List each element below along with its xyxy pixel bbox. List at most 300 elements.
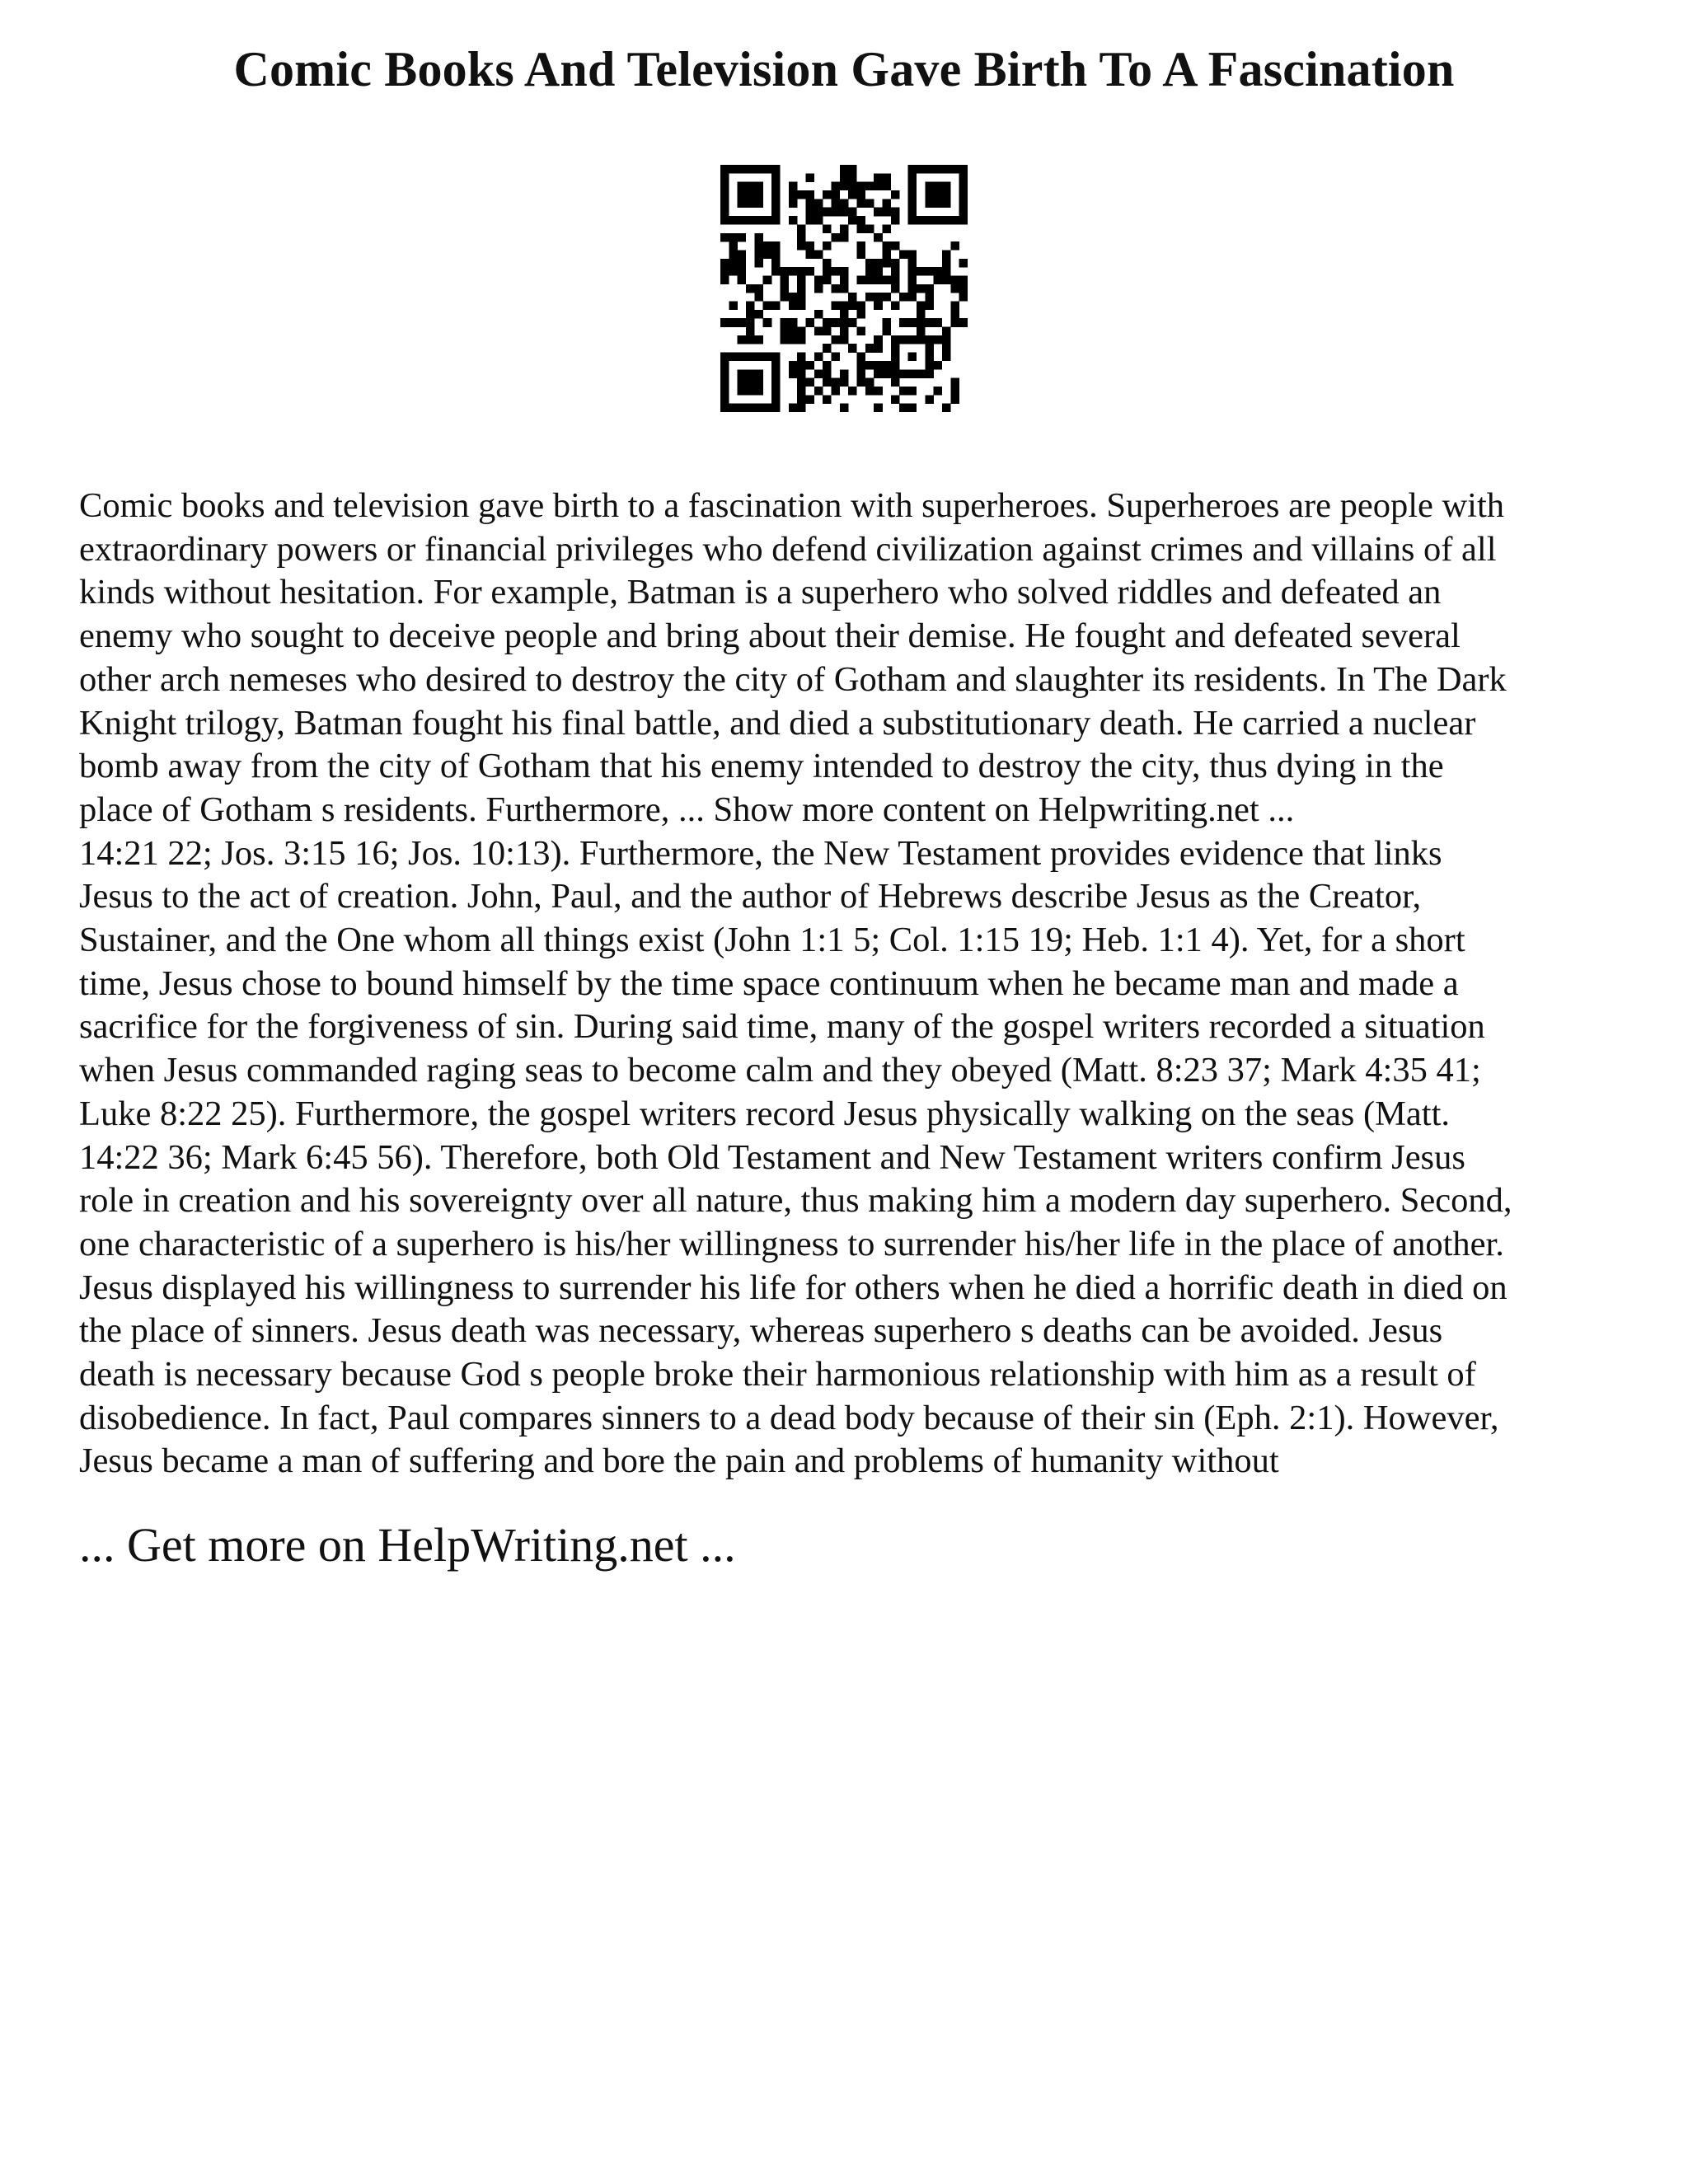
qr-module [840, 310, 849, 319]
qr-module [925, 267, 934, 276]
qr-module [746, 369, 755, 378]
qr-module [883, 224, 892, 233]
qr-module [720, 395, 729, 404]
qr-module [848, 165, 857, 174]
qr-module [857, 275, 866, 284]
body-line: other arch nemeses who desired to destroy the city of Gotham and slaughter its residents. In The Dark [79, 659, 1507, 699]
qr-module [789, 190, 798, 199]
body-line: sacrifice for the forgiveness of sin. During said time, many of the gospel writers recorded a situation [79, 1007, 1485, 1047]
qr-module [865, 267, 874, 276]
qr-module [831, 318, 840, 327]
qr-module [754, 199, 763, 208]
body-line: 14:22 36; Mark 6:45 56). Therefore, both Old Testament and New Testament writers confirm Jesus [79, 1137, 1465, 1177]
qr-module [865, 259, 874, 268]
qr-code-container [79, 165, 1609, 412]
qr-module [857, 224, 866, 233]
qr-module [925, 284, 934, 293]
qr-module [746, 190, 755, 199]
body-line: kinds without hesitation. For example, Batman is a superhero who solved riddles and defeated an [79, 573, 1442, 612]
qr-module [874, 387, 883, 396]
qr-module [891, 190, 900, 199]
qr-module [746, 318, 755, 327]
qr-module [908, 190, 917, 199]
qr-module [754, 259, 763, 268]
qr-module [874, 361, 883, 370]
qr-module [805, 208, 814, 217]
qr-module [805, 395, 814, 404]
qr-module [831, 190, 840, 199]
body-line: death is necessary because God s people broke their harmonious relationship with him as a result of [79, 1355, 1476, 1394]
qr-module [780, 327, 789, 336]
qr-module [814, 387, 823, 396]
qr-module [823, 369, 832, 378]
qr-module [874, 233, 883, 242]
qr-module [797, 284, 806, 293]
qr-module [797, 387, 806, 396]
qr-module [891, 395, 900, 404]
qr-module [883, 199, 892, 208]
qr-module [857, 190, 866, 199]
qr-module [934, 199, 943, 208]
qr-module [925, 369, 934, 378]
qr-module [805, 267, 814, 276]
qr-module [925, 344, 934, 353]
qr-module [891, 353, 900, 362]
qr-module [857, 302, 866, 311]
qr-module [848, 344, 857, 353]
qr-module [848, 173, 857, 182]
qr-module [908, 404, 917, 412]
qr-module [891, 216, 900, 225]
qr-module [746, 182, 755, 191]
qr-module [746, 310, 755, 319]
qr-module [754, 293, 763, 302]
qr-module [805, 378, 814, 387]
qr-module [908, 182, 917, 191]
qr-module [831, 335, 840, 344]
qr-module [814, 216, 823, 225]
qr-module [729, 241, 738, 251]
qr-module [840, 173, 849, 182]
qr-module [840, 404, 849, 412]
qr-module [789, 267, 798, 276]
qr-module [942, 344, 951, 353]
qr-module [942, 267, 951, 276]
qr-module [823, 327, 832, 336]
body-line: one characteristic of a superhero is his/her willingness to surrender his/her life in the place of another. [79, 1224, 1504, 1263]
qr-module [883, 369, 892, 378]
qr-module [942, 165, 951, 174]
qr-module [746, 353, 755, 362]
qr-module [738, 165, 747, 174]
qr-module [754, 335, 763, 344]
qr-module [823, 378, 832, 387]
qr-module [925, 216, 934, 225]
qr-module [874, 335, 883, 344]
qr-module [891, 302, 900, 311]
qr-module [797, 327, 806, 336]
qr-module [797, 293, 806, 302]
qr-module [899, 404, 908, 412]
qr-module [797, 395, 806, 404]
qr-module [908, 369, 917, 378]
qr-module [899, 387, 908, 396]
body-line: Sustainer, and the One whom all things exist (John 1:1 5; Col. 1:15 19; Heb. 1:1 4). Yet, for a short [79, 921, 1465, 960]
qr-module [729, 216, 738, 225]
qr-module [883, 275, 892, 284]
qr-module [720, 404, 729, 412]
qr-module [771, 182, 781, 191]
qr-module [840, 335, 849, 344]
qr-module [805, 173, 814, 182]
qr-module [814, 369, 823, 378]
body-line: bomb away from the city of Gotham that his enemy intended to destroy the city, thus dying in the [79, 747, 1444, 786]
qr-module [925, 182, 934, 191]
qr-module [771, 165, 781, 174]
qr-module [865, 224, 874, 233]
qr-module [823, 318, 832, 327]
qr-module [738, 318, 747, 327]
qr-module [797, 361, 806, 370]
qr-module [720, 233, 729, 242]
qr-module [891, 369, 900, 378]
body-line: the place of sinners. Jesus death was necessary, whereas superhero s deaths can be avoided. Jesus [79, 1311, 1443, 1351]
qr-module [934, 361, 943, 370]
qr-module [891, 335, 900, 344]
qr-module [797, 267, 806, 276]
qr-module [754, 233, 763, 242]
qr-module [883, 327, 892, 336]
qr-module [908, 259, 917, 268]
qr-module [771, 361, 781, 370]
qr-module [720, 208, 729, 217]
qr-module [840, 165, 849, 174]
qr-module [883, 293, 892, 302]
qr-module [729, 259, 738, 268]
body-line: Jesus to the act of creation. John, Paul, and the author of Hebrews describe Jesus as the Creator, [79, 877, 1422, 916]
qr-module [720, 216, 729, 225]
qr-module [729, 250, 738, 259]
qr-module [823, 344, 832, 353]
qr-module [865, 387, 874, 396]
qr-module [771, 241, 781, 251]
qr-module [771, 369, 781, 378]
qr-module [908, 216, 917, 225]
qr-module [848, 190, 857, 199]
qr-module [950, 275, 959, 284]
qr-module [771, 378, 781, 387]
qr-module [908, 318, 917, 327]
qr-module [738, 267, 747, 276]
qr-module [950, 284, 959, 293]
qr-module [857, 310, 866, 319]
qr-module [763, 404, 772, 412]
qr-module [942, 250, 951, 259]
qr-module [831, 302, 840, 311]
qr-module [959, 216, 968, 225]
qr-module [729, 233, 738, 242]
qr-module [908, 208, 917, 217]
qr-module [789, 335, 798, 344]
qr-module [780, 293, 789, 302]
document-title: Comic Books And Television Gave Birth To A Fascination [233, 42, 1455, 96]
qr-module [950, 216, 959, 225]
qr-module [840, 233, 849, 242]
qr-module [805, 250, 814, 259]
qr-module [771, 190, 781, 199]
qr-module [874, 302, 883, 311]
qr-module [865, 361, 874, 370]
qr-module [942, 327, 951, 336]
qr-module [746, 387, 755, 396]
qr-module [848, 182, 857, 191]
qr-module [831, 233, 840, 242]
qr-module [738, 190, 747, 199]
qr-module [883, 318, 892, 327]
qr-module [917, 216, 926, 225]
qr-module [925, 293, 934, 302]
qr-module [814, 353, 823, 362]
qr-module [771, 250, 781, 259]
qr-module [720, 173, 729, 182]
qr-module [814, 208, 823, 217]
body-line: role in creation and his sovereignty over all nature, thus making him a modern day superhero. Second, [79, 1181, 1512, 1221]
qr-module [720, 378, 729, 387]
qr-module [925, 165, 934, 174]
qr-module [959, 190, 968, 199]
qr-module [942, 353, 951, 362]
qr-module [950, 318, 959, 327]
qr-module [831, 387, 840, 396]
qr-module [891, 361, 900, 370]
qr-module [857, 353, 866, 362]
qr-module [934, 216, 943, 225]
qr-module [883, 208, 892, 217]
get-more-link[interactable]: ... Get more on HelpWriting.net ... [79, 1518, 736, 1572]
qr-module [950, 395, 959, 404]
qr-module [823, 241, 832, 251]
qr-module [720, 182, 729, 191]
qr-module [771, 353, 781, 362]
qr-module [831, 199, 840, 208]
qr-module [865, 199, 874, 208]
qr-module [814, 250, 823, 259]
qr-module [840, 182, 849, 191]
qr-module [771, 387, 781, 396]
qr-module [823, 208, 832, 217]
qr-module [934, 318, 943, 327]
qr-module [840, 369, 849, 378]
qr-module [805, 216, 814, 225]
qr-module [925, 335, 934, 344]
qr-module [865, 275, 874, 284]
qr-code[interactable] [720, 165, 968, 412]
qr-module [823, 361, 832, 370]
qr-module [814, 327, 823, 336]
qr-module [925, 190, 934, 199]
qr-module [950, 165, 959, 174]
qr-module [925, 302, 934, 311]
qr-module [908, 250, 917, 259]
qr-module [754, 216, 763, 225]
qr-module [917, 310, 926, 319]
qr-module [865, 293, 874, 302]
qr-module [857, 378, 866, 387]
body-line: disobedience. In fact, Paul compares sinners to a dead body because of their sin (Eph. 2:1). However, [79, 1398, 1499, 1437]
qr-module [925, 361, 934, 370]
qr-module [831, 284, 840, 293]
qr-module [950, 387, 959, 396]
qr-module [831, 267, 840, 276]
qr-module [746, 302, 755, 311]
qr-module [789, 404, 798, 412]
body-line: Comic books and television gave birth to a fascination with superheroes. Superheroes are people with [79, 486, 1505, 525]
qr-module [754, 369, 763, 378]
qr-module [857, 199, 866, 208]
qr-module [883, 173, 892, 182]
qr-module [763, 302, 772, 311]
qr-module [908, 275, 917, 284]
qr-module [865, 344, 874, 353]
qr-module [959, 293, 968, 302]
qr-module [840, 327, 849, 336]
qr-module [874, 344, 883, 353]
qr-module [746, 335, 755, 344]
qr-module [771, 208, 781, 217]
qr-module [805, 199, 814, 208]
qr-module [899, 335, 908, 344]
qr-module [874, 293, 883, 302]
qr-module [908, 284, 917, 293]
qr-module [814, 199, 823, 208]
qr-module [720, 369, 729, 378]
qr-module [959, 318, 968, 327]
qr-module [908, 293, 917, 302]
qr-module [883, 241, 892, 251]
qr-module [883, 259, 892, 268]
qr-module [899, 250, 908, 259]
body-line: Knight trilogy, Batman fought his final battle, and died a substitutionary death. He carried a nuclear [79, 703, 1476, 743]
qr-module [840, 284, 849, 293]
qr-module [942, 216, 951, 225]
qr-module [789, 361, 798, 370]
qr-module [899, 318, 908, 327]
qr-module [891, 284, 900, 293]
qr-module [891, 344, 900, 353]
qr-module [883, 182, 892, 191]
qr-module [746, 199, 755, 208]
qr-module [857, 327, 866, 336]
qr-module [763, 353, 772, 362]
qr-module [738, 182, 747, 191]
qr-module [950, 310, 959, 319]
qr-module [848, 208, 857, 217]
qr-module [959, 165, 968, 174]
qr-module [738, 353, 747, 362]
qr-module [917, 335, 926, 344]
qr-module [729, 302, 738, 311]
qr-module [789, 369, 798, 378]
qr-module [797, 241, 806, 251]
qr-module [891, 378, 900, 387]
qr-module [763, 250, 772, 259]
qr-module [840, 208, 849, 217]
qr-module [891, 241, 900, 251]
qr-module [917, 284, 926, 293]
body-line: extraordinary powers or financial privileges who defend civilization against crimes and villains of all [79, 529, 1497, 569]
body-line: time, Jesus chose to bound himself by the time space continuum when he became man and made a [79, 963, 1459, 1003]
qr-module [831, 182, 840, 191]
qr-module [874, 208, 883, 217]
qr-module [754, 387, 763, 396]
qr-module [848, 387, 857, 396]
body-line: Luke 8:22 25). Furthermore, the gospel writers record Jesus physically walking on the seas (Matt. [79, 1094, 1451, 1133]
qr-module [831, 353, 840, 362]
qr-module [771, 259, 781, 268]
qr-module [738, 250, 747, 259]
qr-module [729, 267, 738, 276]
qr-module [763, 241, 772, 251]
qr-module [925, 318, 934, 327]
qr-module [848, 293, 857, 302]
qr-module [729, 165, 738, 174]
qr-module [805, 318, 814, 327]
qr-module [848, 302, 857, 311]
qr-module [857, 241, 866, 251]
qr-module [771, 216, 781, 225]
qr-module [746, 378, 755, 387]
qr-module [738, 199, 747, 208]
qr-module [780, 275, 789, 284]
qr-module [771, 199, 781, 208]
qr-module [934, 190, 943, 199]
body-line: 14:21 22; Jos. 3:15 16; Jos. 10:13). Furthermore, the New Testament provides evidence that links [79, 833, 1442, 873]
qr-module [720, 259, 729, 268]
qr-module [780, 335, 789, 344]
qr-module [848, 216, 857, 225]
qr-module [738, 378, 747, 387]
qr-module [754, 404, 763, 412]
qr-module [883, 250, 892, 259]
qr-module [789, 327, 798, 336]
qr-module [738, 387, 747, 396]
qr-module [848, 318, 857, 327]
qr-module [891, 208, 900, 217]
qr-module [883, 361, 892, 370]
qr-module [925, 353, 934, 362]
qr-module [789, 302, 798, 311]
qr-module [942, 199, 951, 208]
qr-module [917, 267, 926, 276]
qr-module [950, 241, 959, 251]
qr-module [831, 378, 840, 387]
qr-module [823, 224, 832, 233]
qr-module [917, 327, 926, 336]
qr-module [780, 284, 789, 293]
qr-module [865, 378, 874, 387]
qr-module [891, 259, 900, 268]
qr-module [840, 275, 849, 284]
qr-module [908, 353, 917, 362]
qr-module [789, 293, 798, 302]
qr-module [917, 318, 926, 327]
qr-module [797, 275, 806, 284]
qr-module [874, 259, 883, 268]
qr-module [891, 275, 900, 284]
qr-module [771, 395, 781, 404]
qr-module [950, 378, 959, 387]
qr-module [729, 318, 738, 327]
